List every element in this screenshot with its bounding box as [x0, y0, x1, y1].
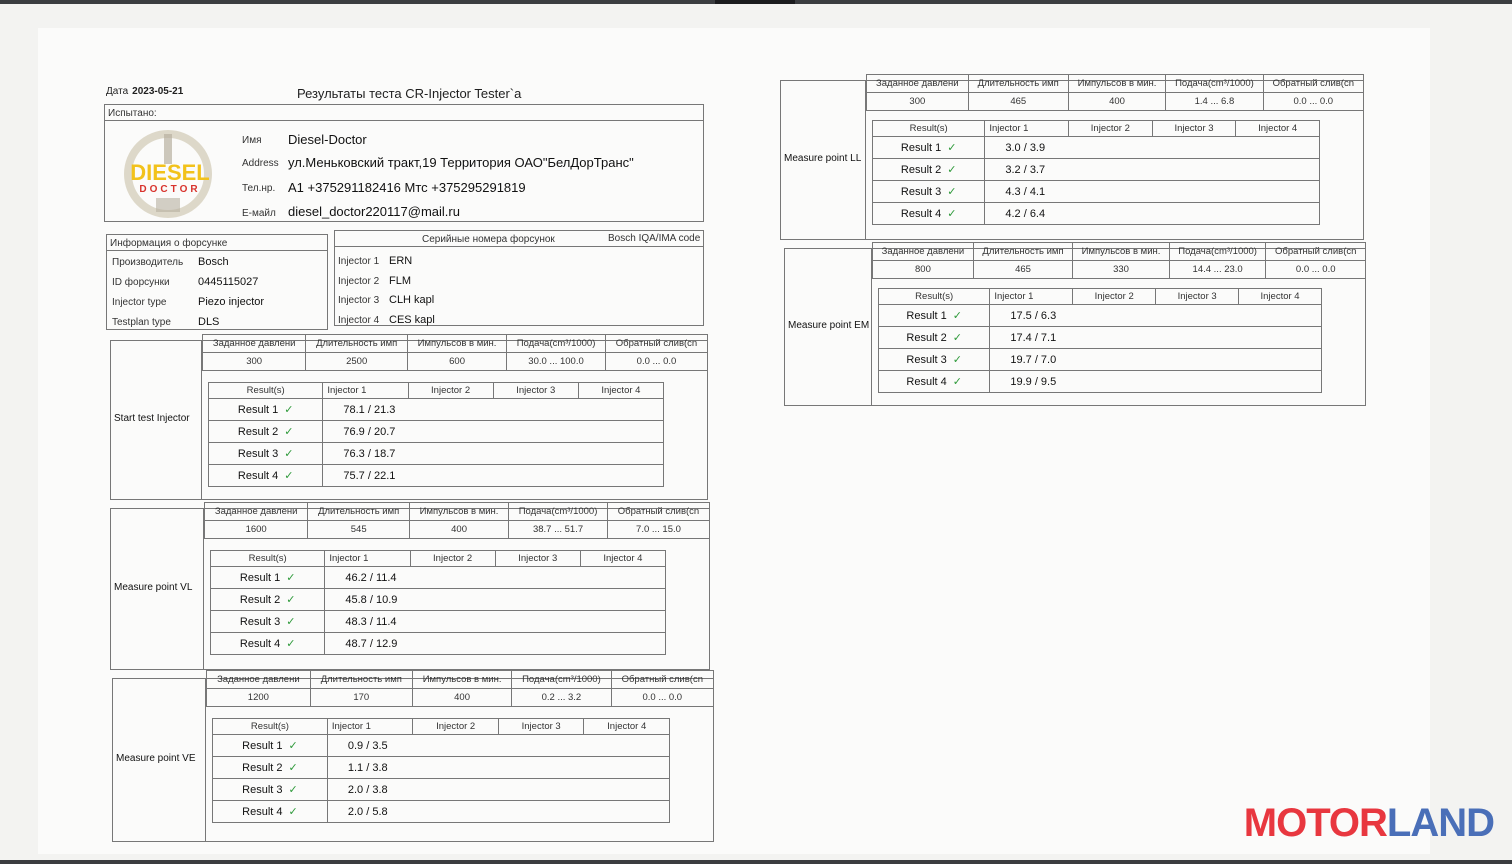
check-icon: ✓ [952, 376, 962, 388]
result-row [873, 159, 1320, 181]
param-header: Обратный слив(cn [1266, 243, 1366, 261]
result-header: Injector 4 [1239, 289, 1322, 305]
result-header: Injector 2 [1069, 121, 1153, 137]
info-testplan-label: Testplan type [112, 317, 171, 328]
result-row [211, 567, 666, 589]
tested-email-label: E-майл [242, 208, 276, 219]
param-value: 0.0 ... 0.0 [1266, 261, 1366, 279]
section-name: Start test Injector [114, 413, 190, 424]
result-value: 75.7 / 22.1 [323, 465, 664, 487]
param-value: 38.7 ... 51.7 [509, 521, 608, 539]
result-label-cell [879, 305, 990, 327]
result-label-cell [879, 371, 990, 393]
report-date: Дата 2023-05-21 [106, 86, 184, 97]
serials-code-caption: Bosch IQA/IMA code [608, 233, 701, 244]
result-label-cell [211, 633, 325, 655]
tested-caption: Испытано: [108, 108, 157, 119]
serial-injector-3-value: CLH kapl [389, 294, 435, 306]
diesel-doctor-logo [108, 128, 232, 220]
param-value: 0.2 ... 3.2 [512, 689, 611, 707]
result-value: 48.3 / 11.4 [325, 611, 666, 633]
result-value: 76.9 / 20.7 [323, 421, 664, 443]
result-header: Injector 1 [325, 551, 410, 567]
check-icon: ✓ [947, 142, 957, 154]
param-header: Обратный слив(cn [611, 671, 713, 689]
result-header: Injector 3 [493, 383, 578, 399]
param-value: 600 [408, 353, 507, 371]
serial-injector-1-value: ERN [389, 255, 413, 267]
param-value: 545 [308, 521, 410, 539]
result-header: Result(s) [211, 551, 325, 567]
result-label: Result 3 [900, 186, 942, 198]
info-type-value: Piezo injector [198, 296, 265, 308]
param-value: 330 [1073, 261, 1170, 279]
result-row [209, 465, 664, 487]
result-header: Injector 4 [1236, 121, 1320, 137]
param-header: Обратный слив(cn [607, 503, 709, 521]
result-header: Injector 1 [990, 289, 1073, 305]
section-params-table [866, 74, 1364, 111]
result-value: 48.7 / 12.9 [325, 633, 666, 655]
result-row [209, 421, 664, 443]
result-label: Result 3 [906, 354, 947, 366]
result-label: Result 4 [242, 806, 283, 818]
result-label: Result 4 [900, 208, 942, 220]
result-label-cell [209, 399, 323, 421]
serial-injector-4-label: Injector 4 [338, 315, 380, 326]
section-results-table [210, 550, 666, 655]
serial-injector-4-value: CES kapl [389, 314, 435, 326]
result-label-cell [213, 779, 328, 801]
check-icon: ✓ [284, 448, 294, 460]
result-label: Result 2 [900, 164, 942, 176]
result-label-cell [209, 465, 323, 487]
result-header: Injector 1 [323, 383, 408, 399]
param-header: Импульсов в мин. [410, 503, 509, 521]
result-label: Result 2 [239, 594, 281, 606]
result-row [213, 779, 670, 801]
param-value: 0.0 ... 0.0 [611, 689, 713, 707]
result-value: 1.1 / 3.8 [327, 757, 669, 779]
motorland-watermark: MOTORLAND [1243, 801, 1494, 845]
result-label-cell [873, 137, 985, 159]
result-header: Injector 3 [1152, 121, 1236, 137]
result-row [213, 801, 670, 823]
report-title: Результаты теста CR-Injector Tester`a [297, 86, 522, 101]
param-value: 300 [867, 93, 969, 111]
result-row [209, 399, 664, 421]
result-value: 3.0 / 3.9 [985, 137, 1320, 159]
result-header: Injector 1 [327, 719, 413, 735]
param-value: 400 [410, 521, 509, 539]
param-value: 1600 [205, 521, 308, 539]
result-value: 78.1 / 21.3 [323, 399, 664, 421]
param-value: 30.0 ... 100.0 [507, 353, 606, 371]
result-value: 0.9 / 3.5 [327, 735, 669, 757]
result-header: Injector 3 [495, 551, 580, 567]
check-icon: ✓ [284, 404, 294, 416]
check-icon: ✓ [952, 310, 962, 322]
check-icon: ✓ [952, 354, 962, 366]
section-results-table [208, 382, 664, 487]
param-value: 465 [968, 93, 1068, 111]
param-value: 7.0 ... 15.0 [607, 521, 709, 539]
section-name: Measure point VE [116, 753, 196, 764]
serials-caption: Серийные номера форсунок [422, 234, 555, 245]
result-header: Result(s) [213, 719, 328, 735]
param-header: Длительность имп [306, 335, 408, 353]
param-header: Импульсов в мин. [412, 671, 511, 689]
result-value: 2.0 / 3.8 [327, 779, 669, 801]
param-value: 0.0 ... 0.0 [605, 353, 707, 371]
result-label-cell [213, 735, 328, 757]
check-icon: ✓ [284, 426, 294, 438]
result-row [879, 327, 1322, 349]
result-header: Result(s) [209, 383, 323, 399]
param-header: Заданное давлени [207, 671, 311, 689]
info-id-label: ID форсунки [112, 277, 170, 288]
result-value: 45.8 / 10.9 [325, 589, 666, 611]
section-params-table [204, 502, 710, 539]
result-label-cell [873, 203, 985, 225]
result-label-cell [211, 611, 325, 633]
result-label: Result 4 [237, 470, 279, 482]
check-icon: ✓ [288, 740, 298, 752]
param-header: Подача(cm³/1000) [507, 335, 606, 353]
info-id-value: 0445115027 [198, 276, 259, 288]
result-row [213, 735, 670, 757]
section-name: Measure point VL [114, 582, 193, 593]
param-header: Подача(cm³/1000) [509, 503, 608, 521]
param-value: 0.0 ... 0.0 [1263, 93, 1363, 111]
result-label-cell [213, 801, 328, 823]
param-value: 300 [203, 353, 306, 371]
param-value: 1200 [207, 689, 311, 707]
check-icon: ✓ [947, 208, 957, 220]
param-header: Импульсов в мин. [1073, 243, 1170, 261]
result-value: 46.2 / 11.4 [325, 567, 666, 589]
serial-injector-3-label: Injector 3 [338, 295, 380, 306]
result-label: Result 4 [906, 376, 947, 388]
result-label: Result 1 [900, 142, 942, 154]
tested-phone-label: Тел.нр. [242, 183, 276, 194]
result-label: Result 2 [906, 332, 947, 344]
injector-info-caption: Информация о форсунке [110, 238, 228, 249]
param-header: Обратный слив(cn [605, 335, 707, 353]
result-label-cell [873, 181, 985, 203]
result-header: Injector 4 [578, 383, 663, 399]
section-params-table [206, 670, 714, 707]
info-testplan-value: DLS [198, 316, 220, 328]
param-header: Длительность имп [973, 243, 1072, 261]
param-header: Длительность имп [310, 671, 412, 689]
param-value: 14.4 ... 23.0 [1169, 261, 1266, 279]
serial-injector-2-value: FLM [389, 275, 411, 287]
check-icon: ✓ [947, 164, 957, 176]
logo-text-bottom: DOCTOR [139, 184, 201, 195]
result-row [879, 349, 1322, 371]
result-value: 17.5 / 6.3 [990, 305, 1322, 327]
result-label-cell [213, 757, 328, 779]
check-icon: ✓ [284, 470, 294, 482]
param-value: 465 [973, 261, 1072, 279]
param-header: Заданное давлени [873, 243, 974, 261]
check-icon: ✓ [286, 594, 296, 606]
result-value: 3.2 / 3.7 [985, 159, 1320, 181]
param-value: 170 [310, 689, 412, 707]
result-label: Result 4 [239, 638, 281, 650]
result-label-cell [209, 421, 323, 443]
result-value: 17.4 / 7.1 [990, 327, 1322, 349]
info-manufacturer-value: Bosch [198, 256, 229, 268]
param-value: 2500 [306, 353, 408, 371]
result-label: Result 2 [237, 426, 279, 438]
section-name: Measure point EM [788, 320, 870, 331]
section-results-table [872, 120, 1320, 225]
result-row [213, 757, 670, 779]
result-row [211, 589, 666, 611]
param-value: 400 [412, 689, 511, 707]
result-row [211, 611, 666, 633]
serial-injector-1-label: Injector 1 [338, 256, 380, 267]
tested-address-value: ул.Меньковский тракт,19 Территория ОАО"БелДорТранс" [288, 155, 634, 170]
serial-injector-2-label: Injector 2 [338, 276, 380, 287]
result-value: 4.2 / 6.4 [985, 203, 1320, 225]
param-header: Подача(cm³/1000) [512, 671, 611, 689]
result-label: Result 1 [906, 310, 947, 322]
result-label: Result 3 [239, 616, 281, 628]
section-name: Measure point LL [784, 153, 862, 164]
check-icon: ✓ [947, 186, 957, 198]
info-type-label: Injector type [112, 297, 167, 308]
result-label-cell [879, 349, 990, 371]
tested-name-value: Diesel-Doctor [288, 132, 367, 147]
result-label-cell [873, 159, 985, 181]
result-row [879, 371, 1322, 393]
tested-address-label: Address [242, 158, 279, 169]
result-value: 19.7 / 7.0 [990, 349, 1322, 371]
result-label: Result 1 [242, 740, 283, 752]
check-icon: ✓ [952, 332, 962, 344]
tested-caption-cell [104, 104, 704, 121]
info-manufacturer-label: Производитель [112, 257, 184, 268]
param-header: Заданное давлени [203, 335, 306, 353]
result-row [873, 203, 1320, 225]
result-header: Injector 4 [580, 551, 665, 567]
check-icon: ✓ [288, 784, 298, 796]
result-label: Result 2 [242, 762, 283, 774]
result-row [879, 305, 1322, 327]
result-value: 19.9 / 9.5 [990, 371, 1322, 393]
param-header: Импульсов в мин. [408, 335, 507, 353]
result-value: 4.3 / 4.1 [985, 181, 1320, 203]
result-row [873, 137, 1320, 159]
tested-email-value: diesel_doctor220117@mail.ru [288, 204, 460, 219]
result-label-cell [879, 327, 990, 349]
result-label-cell [211, 567, 325, 589]
section-params-table [872, 242, 1366, 279]
result-header: Injector 2 [410, 551, 495, 567]
result-header: Injector 2 [1073, 289, 1156, 305]
result-value: 76.3 / 18.7 [323, 443, 664, 465]
tested-phone-value: A1 +375291182416 Мтс +375295291819 [288, 180, 526, 195]
check-icon: ✓ [286, 616, 296, 628]
result-row [211, 633, 666, 655]
section-params-table [202, 334, 708, 371]
result-label-cell [209, 443, 323, 465]
result-label: Result 3 [242, 784, 283, 796]
result-row [209, 443, 664, 465]
check-icon: ✓ [288, 806, 298, 818]
param-header: Подача(cm³/1000) [1166, 75, 1263, 93]
section-results-table [878, 288, 1322, 393]
result-label-cell [211, 589, 325, 611]
param-header: Заданное давлени [867, 75, 969, 93]
param-value: 800 [873, 261, 974, 279]
check-icon: ✓ [288, 762, 298, 774]
param-header: Длительность имп [968, 75, 1068, 93]
result-label: Result 1 [237, 404, 279, 416]
param-value: 1.4 ... 6.8 [1166, 93, 1263, 111]
param-value: 400 [1068, 93, 1165, 111]
param-header: Подача(cm³/1000) [1169, 243, 1266, 261]
result-header: Injector 2 [408, 383, 493, 399]
result-label: Result 1 [239, 572, 281, 584]
result-header: Injector 3 [1156, 289, 1239, 305]
result-header: Result(s) [879, 289, 990, 305]
result-value: 2.0 / 5.8 [327, 801, 669, 823]
result-row [873, 181, 1320, 203]
param-header: Импульсов в мин. [1068, 75, 1165, 93]
check-icon: ✓ [286, 572, 296, 584]
logo-text-top: DIESEL [130, 160, 210, 185]
param-header: Обратный слив(cn [1263, 75, 1363, 93]
section-results-table [212, 718, 670, 823]
result-header: Injector 4 [584, 719, 670, 735]
check-icon: ✓ [286, 638, 296, 650]
tested-name-label: Имя [242, 135, 262, 146]
result-label: Result 3 [237, 448, 279, 460]
result-header: Injector 3 [498, 719, 584, 735]
result-header: Injector 2 [413, 719, 499, 735]
result-header: Result(s) [873, 121, 985, 137]
param-header: Длительность имп [308, 503, 410, 521]
param-header: Заданное давлени [205, 503, 308, 521]
result-header: Injector 1 [985, 121, 1069, 137]
